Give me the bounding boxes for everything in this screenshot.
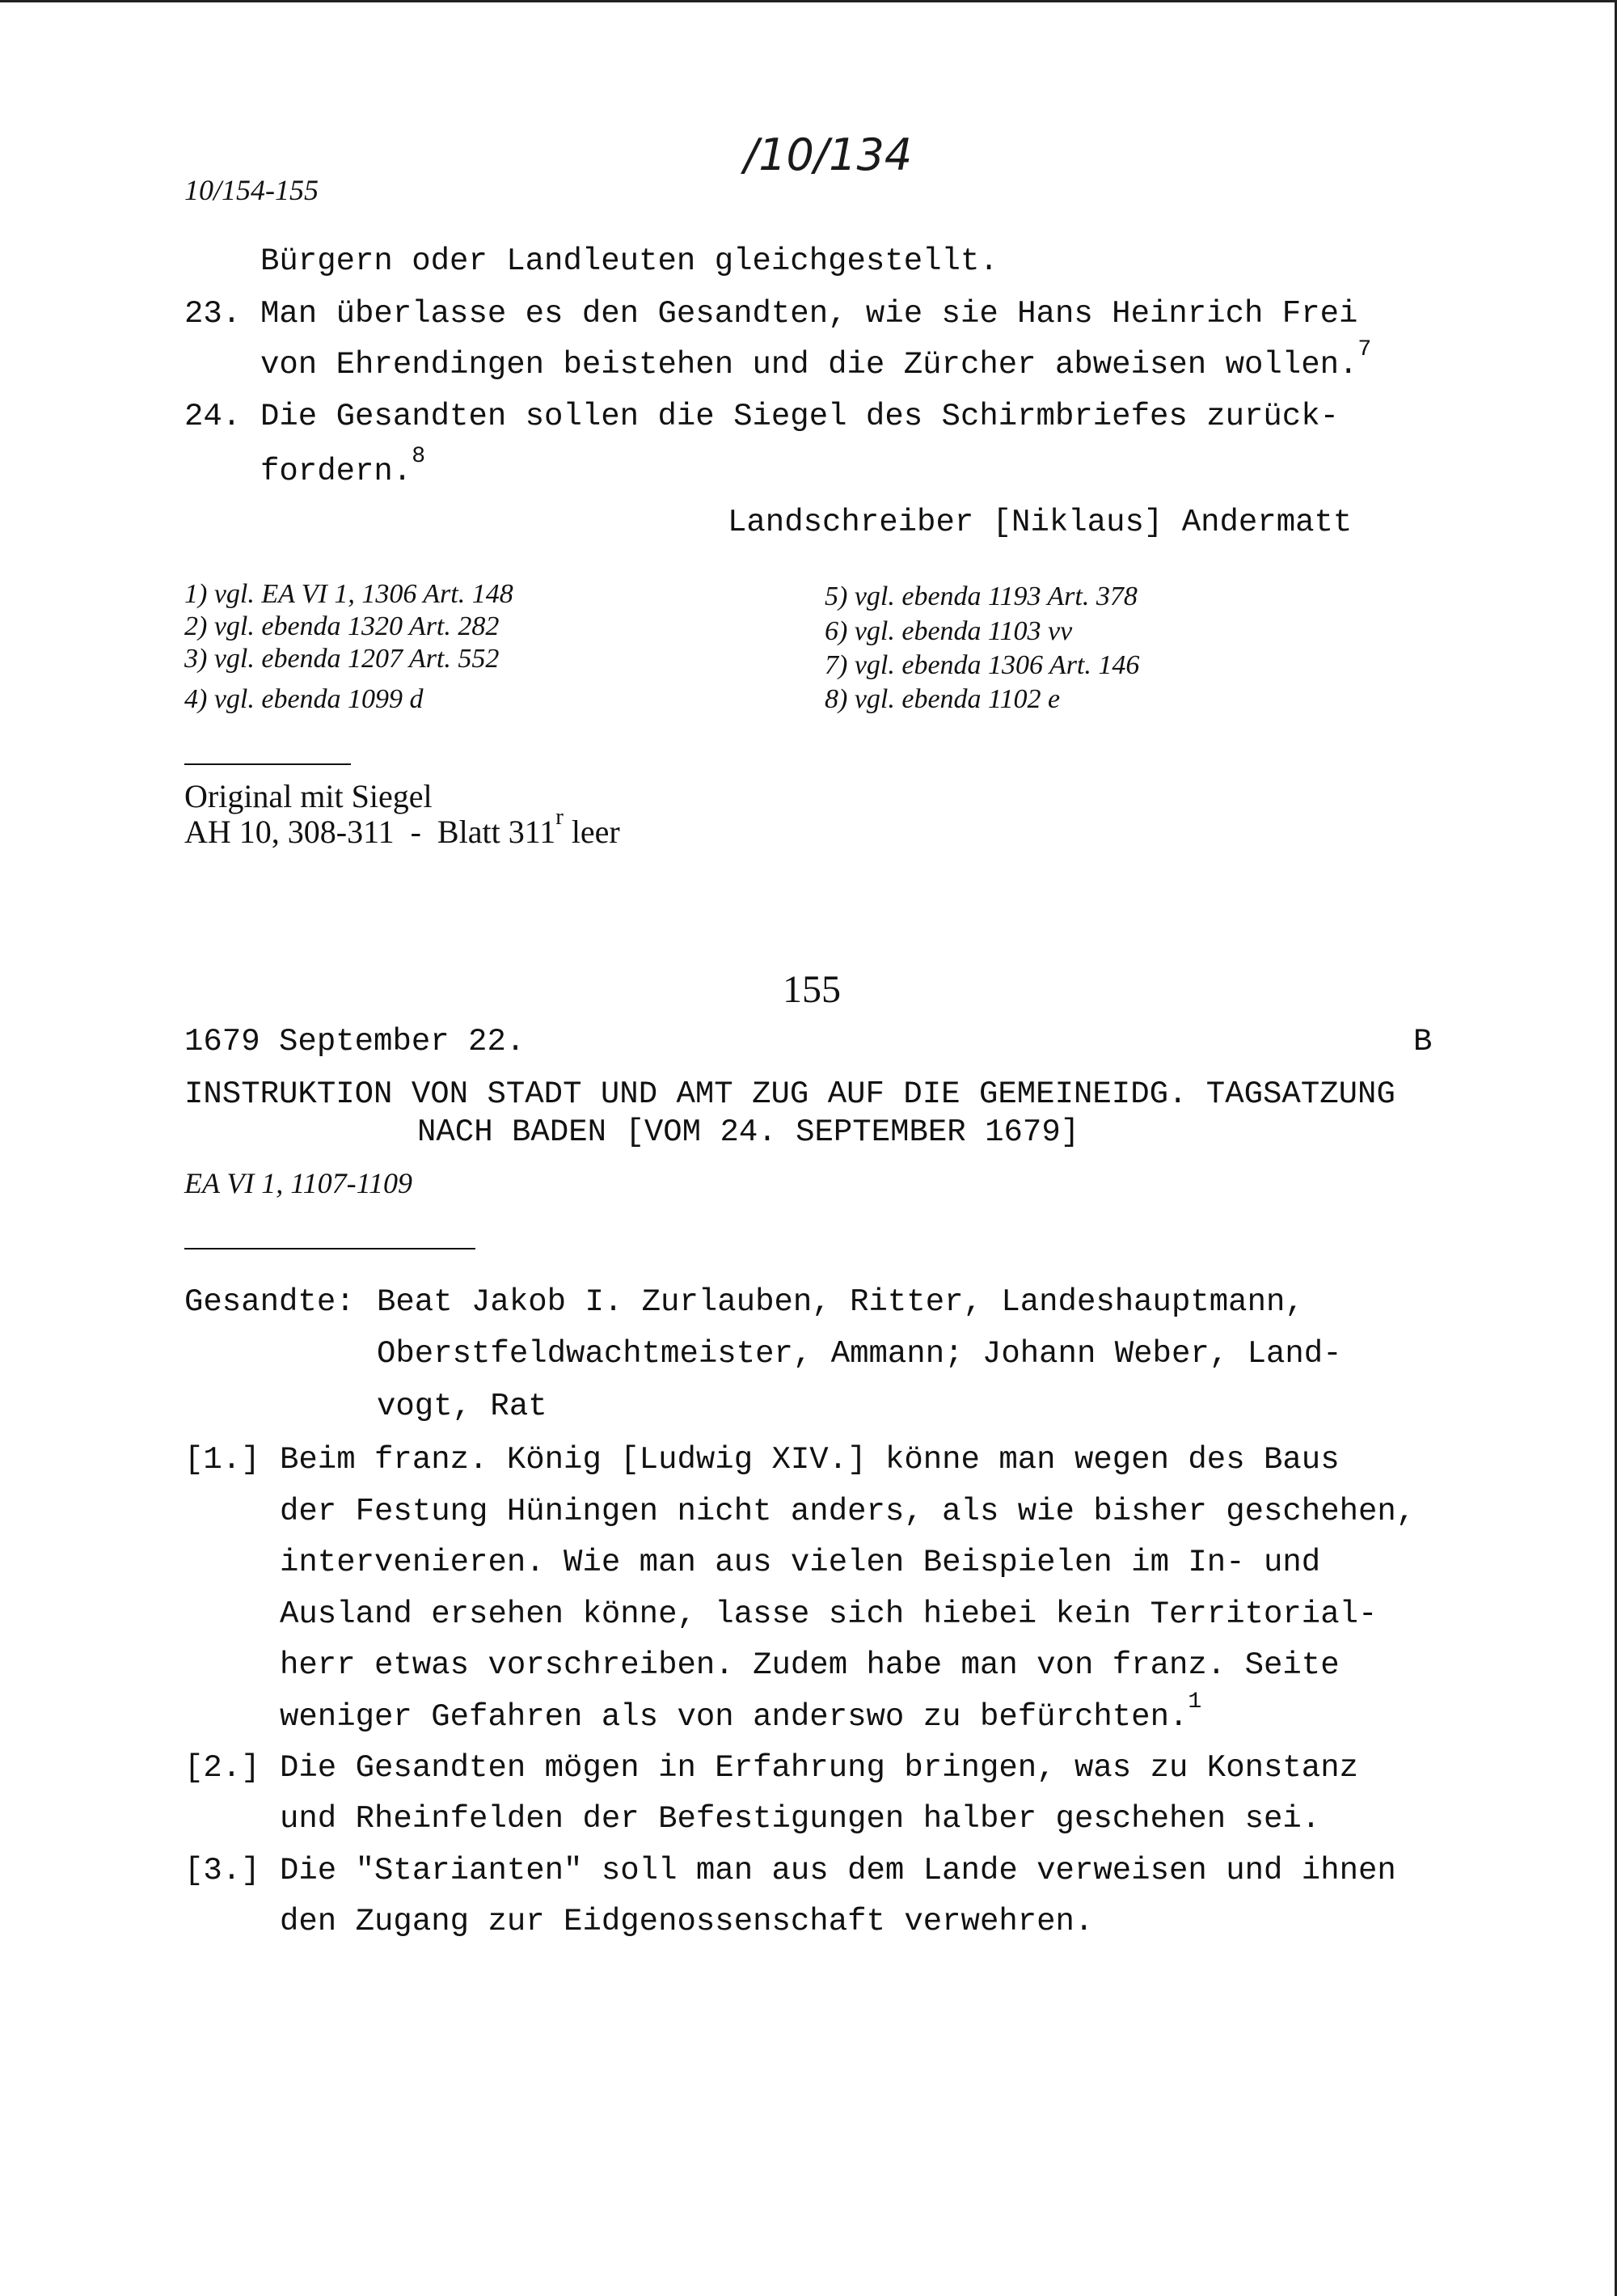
document-number: 155	[783, 968, 841, 1011]
footnote-2: 2) vgl. ebenda 1320 Art. 282	[184, 611, 500, 641]
envoys-line-1: Beat Jakob I. Zurlauben, Ritter, Landeshauptmann,	[377, 1284, 1304, 1320]
separator-rule-1	[184, 763, 351, 765]
page-reference: 10/154-155	[184, 174, 319, 206]
item-3-line-2: den Zugang zur Eidgenossenschaft verwehren.	[280, 1904, 1094, 1939]
footnote-5: 5) vgl. ebenda 1193 Art. 378	[825, 581, 1138, 611]
footnote-8: 8) vgl. ebenda 1102 e	[825, 684, 1061, 714]
page-edge-top	[0, 0, 1617, 2]
item-2-line-1: Die Gesandten mögen in Erfahrung bringen, was zu Konstanz	[280, 1750, 1359, 1786]
envoys-line-2: Oberstfeldwachtmeister, Ammann; Johann Weber, Land-	[377, 1336, 1342, 1372]
continuation-line: Bürgern oder Landleuten gleichgestellt.	[260, 243, 998, 279]
source-line-2	[184, 804, 620, 851]
item-24-line-2	[260, 443, 426, 490]
document-title-line-1: INSTRUKTION VON STADT UND AMT ZUG AUF DIE GEMEINEIDG. TAGSATZUNG	[184, 1076, 1395, 1112]
item-1-line-4: Ausland ersehen könne, lasse sich hiebei kein Territorial-	[280, 1596, 1378, 1632]
item-1-line-5: herr etwas vorschreiben. Zudem habe man von franz. Seite	[280, 1647, 1340, 1683]
footnote-ref-7: 7	[1357, 336, 1372, 362]
envoys-line-3: vogt, Rat	[377, 1389, 547, 1424]
item-2-number: [2.]	[184, 1750, 260, 1786]
source-sup-r: r	[555, 804, 564, 831]
item-1-line-6	[280, 1689, 1202, 1736]
item-3-number: [3.]	[184, 1853, 260, 1888]
source-line-2-end: leer	[563, 814, 620, 850]
footnote-3: 3) vgl. ebenda 1207 Art. 552	[184, 644, 500, 674]
source-line-1: Original mit Siegel	[184, 778, 433, 814]
item-23-line-2-text: von Ehrendingen beistehen und die Zürcher abweisen wollen.	[260, 347, 1358, 383]
item-23-line-2	[260, 336, 1372, 383]
source-line-2-text: AH 10, 308-311 - Blatt 311	[184, 814, 556, 850]
footnote-6: 6) vgl. ebenda 1103 vv	[825, 616, 1073, 646]
item-2-line-2: und Rheinfelden der Befestigungen halber geschehen sei.	[280, 1801, 1321, 1837]
item-24-line-2-text: fordern.	[260, 454, 412, 489]
item-1-line-2: der Festung Hüningen nicht anders, als wie bisher geschehen,	[280, 1494, 1416, 1529]
footnote-7: 7) vgl. ebenda 1306 Art. 146	[825, 650, 1140, 680]
item-23-line-1: Man überlasse es den Gesandten, wie sie Hans Heinrich Frei	[260, 296, 1358, 332]
footnote-1: 1) vgl. EA VI 1, 1306 Art. 148	[184, 579, 513, 609]
item-24-number: 24.	[184, 399, 242, 434]
document-title-line-2: NACH BADEN [VOM 24. SEPTEMBER 1679]	[417, 1114, 1080, 1150]
signature-line: Landschreiber [Niklaus] Andermatt	[728, 505, 1353, 540]
handwritten-archive-number: /10/134	[744, 129, 913, 180]
item-1-line-3: intervenieren. Wie man aus vielen Beispielen im In- und	[280, 1545, 1321, 1580]
footnote-ref-1: 1	[1188, 1689, 1202, 1715]
item-23-number: 23.	[184, 296, 242, 332]
item-3-line-1: Die "Starianten" soll man aus dem Lande verweisen und ihnen	[280, 1853, 1396, 1888]
footnote-4: 4) vgl. ebenda 1099 d	[184, 684, 424, 714]
document-date: 1679 September 22.	[184, 1024, 526, 1059]
item-1-line-1: Beim franz. König [Ludwig XIV.] könne man wegen des Baus	[280, 1442, 1340, 1478]
item-1-line-6-text: weniger Gefahren als von anderswo zu befürchten.	[280, 1699, 1188, 1735]
document-source-reference: EA VI 1, 1107-1109	[184, 1167, 412, 1199]
footnote-ref-8: 8	[412, 443, 426, 469]
separator-rule-2	[184, 1248, 475, 1249]
item-24-line-1: Die Gesandten sollen die Siegel des Schirmbriefes zurück-	[260, 399, 1340, 434]
item-1-number: [1.]	[184, 1442, 260, 1478]
document-marker: B	[1413, 1024, 1433, 1059]
envoys-label: Gesandte:	[184, 1284, 355, 1320]
